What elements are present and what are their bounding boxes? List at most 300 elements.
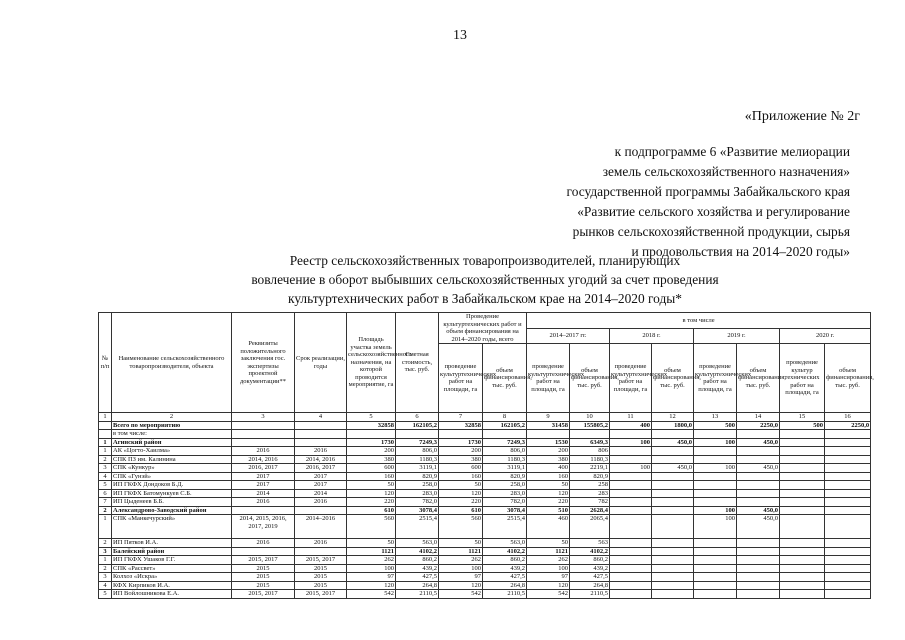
table-cell [694,573,737,582]
table-cell [610,498,652,507]
table-cell: 2016 [232,447,295,456]
header-works-area: проведение культуртехнических работ на площади, га [439,344,483,413]
table-cell: 427,5 [396,573,439,582]
table-cell [652,581,694,590]
table-cell: 1121 [347,547,396,556]
table-cell: 100 [610,438,652,447]
table-cell: 2250,0 [737,421,780,430]
table-cell [610,515,652,539]
column-number: 8 [483,413,527,422]
register-table-body [99,421,871,598]
table-cell: 262 [347,556,396,565]
table-cell [694,481,737,490]
table-cell: 160 [347,472,396,481]
table-cell: 2014–2016 [295,515,347,539]
table-cell: 820,9 [483,472,527,481]
table-cell: 97 [439,573,483,582]
table-cell [694,430,737,439]
header-p3-financing: объем финансирования, тыс. руб. [737,344,780,413]
column-number-row [99,413,871,422]
subprogram-reference [470,142,850,262]
table-cell: 2016 [295,498,347,507]
table-cell [652,556,694,565]
header-area: Площадь участка земель сельскохозяйственного назначения, на которой проводится мероприятие, га [347,313,396,413]
table-cell: 820,9 [396,472,439,481]
table-cell: 2017 [232,472,295,481]
column-number: 10 [570,413,610,422]
table-cell: ИП ГКФХ Батомункуев С.Б. [112,489,232,498]
table-cell [780,489,825,498]
table-cell: 439,2 [396,564,439,573]
table-cell: 500 [694,421,737,430]
table-cell [295,506,347,515]
table-cell [780,573,825,582]
table-cell: ИП Пятков И.А. [112,539,232,548]
table-cell [610,564,652,573]
table-cell [694,581,737,590]
table-cell [652,515,694,539]
table-cell: 1730 [439,438,483,447]
table-cell: 563,0 [483,539,527,548]
table-cell: 258,0 [483,481,527,490]
table-cell: 160 [527,472,570,481]
table-cell [825,547,871,556]
table-cell: 2017 [295,481,347,490]
table-row [99,455,871,464]
table-cell: 97 [347,573,396,582]
column-number: 3 [232,413,295,422]
table-cell: 200 [439,447,483,456]
table-cell: 610 [439,506,483,515]
table-cell [652,481,694,490]
table-cell [694,556,737,565]
table-cell: 782 [570,498,610,507]
register-table-container [98,312,874,599]
table-cell: 50 [347,481,396,490]
table-row [99,564,871,573]
table-cell [825,564,871,573]
table-cell [396,430,439,439]
table-cell: 2065,4 [570,515,610,539]
table-cell: 200 [347,447,396,456]
table-cell: 220 [347,498,396,507]
table-cell: 100 [347,564,396,573]
table-cell: 6349,3 [570,438,610,447]
table-cell: 2016 [295,539,347,548]
table-cell [780,430,825,439]
table-cell [232,506,295,515]
table-row [99,539,871,548]
register-title-line: Реестр сельскохозяйственных товаропроизводителей, планирующих [289,253,681,268]
table-cell: 155805,2 [570,421,610,430]
table-cell: 2014, 2016 [295,455,347,464]
column-number: 11 [610,413,652,422]
table-cell: 3119,1 [396,464,439,473]
table-cell: 1180,3 [483,455,527,464]
table-cell [610,481,652,490]
table-cell [780,455,825,464]
header-period-2020: 2020 г. [780,328,871,344]
table-cell: 4 [99,472,112,481]
table-cell [780,515,825,539]
table-cell [825,556,871,565]
table-cell [780,464,825,473]
table-cell [232,430,295,439]
header-p2-area: проведение культуртехнических работ на площади, га [610,344,652,413]
table-cell: ИП ГКФХ Ушаков Г.Г. [112,556,232,565]
register-title [140,251,830,308]
table-cell: 2515,4 [396,515,439,539]
table-cell [694,539,737,548]
table-cell: 7 [99,498,112,507]
table-row [99,556,871,565]
table-cell: 120 [347,489,396,498]
table-cell [610,472,652,481]
header-works-financing: объем финансирования, тыс. руб. [483,344,527,413]
table-cell [99,421,112,430]
table-cell: 32858 [347,421,396,430]
table-cell [99,430,112,439]
table-cell: 4102,2 [570,547,610,556]
table-cell: Александрово-Заводский район [112,506,232,515]
table-cell: 860,2 [483,556,527,565]
column-number: 5 [347,413,396,422]
table-cell [737,481,780,490]
table-cell: СПК «Манкечурский» [112,515,232,539]
table-cell [780,472,825,481]
table-cell: 600 [439,464,483,473]
table-cell: 283 [570,489,610,498]
header-period-2019: 2019 г. [694,328,780,344]
table-cell: КФХ Кирпиков И.А. [112,581,232,590]
column-number: 9 [527,413,570,422]
table-cell [652,564,694,573]
column-number: 13 [694,413,737,422]
table-cell: 460 [527,515,570,539]
table-cell: 2014 [232,489,295,498]
table-cell: 31458 [527,421,570,430]
table-cell [825,438,871,447]
table-cell: 7249,3 [483,438,527,447]
table-cell: ИП Войлошникова Е.А. [112,590,232,599]
table-cell [652,573,694,582]
table-cell [737,498,780,507]
table-cell: 50 [527,481,570,490]
table-cell: СПК «Гунэй» [112,472,232,481]
table-cell: 400 [527,464,570,473]
table-cell: АК «Цогто-Хаилма» [112,447,232,456]
table-cell [439,430,483,439]
column-number: 6 [396,413,439,422]
table-cell: 2015 [295,581,347,590]
table-cell: 120 [439,489,483,498]
table-cell: 1 [99,515,112,539]
table-cell: 500 [780,421,825,430]
table-cell: 806 [570,447,610,456]
table-cell: 1530 [527,438,570,447]
table-cell: 2515,4 [483,515,527,539]
table-cell: 264,8 [483,581,527,590]
table-cell: 264,8 [570,581,610,590]
table-cell: 6 [99,489,112,498]
table-cell [780,506,825,515]
table-cell [295,438,347,447]
subprogram-line: государственной программы Забайкальского края [566,184,850,199]
table-cell [232,438,295,447]
table-row [99,430,871,439]
table-row [99,498,871,507]
table-cell: 563 [570,539,610,548]
table-cell: СПК «Кункур» [112,464,232,473]
table-cell: 450,0 [737,464,780,473]
table-row [99,581,871,590]
table-cell: 100 [439,564,483,573]
table-cell [780,481,825,490]
header-works-group: Проведение культуртехнических работ и объем финансирования на 2014–2020 годы, всего [439,313,527,344]
header-num: № п/п [99,313,112,413]
table-cell [737,573,780,582]
table-cell: 258 [570,481,610,490]
header-p2-financing: объем финансирования, тыс. руб. [652,344,694,413]
table-cell [737,447,780,456]
table-cell: 2016, 2017 [295,464,347,473]
table-cell: 5 [99,590,112,599]
table-cell: СПК ПЗ им. Калинина [112,455,232,464]
header-period-2018: 2018 г. [610,328,694,344]
table-cell [652,472,694,481]
table-cell [610,539,652,548]
table-cell: 50 [439,481,483,490]
table-cell: 2110,5 [570,590,610,599]
table-cell [780,564,825,573]
table-cell: 2250,0 [825,421,871,430]
table-cell: 50 [527,539,570,548]
header-p1-financing: объем финансирования, тыс. руб. [570,344,610,413]
table-cell: 100 [694,464,737,473]
table-cell: 160 [439,472,483,481]
table-cell: 2015 [295,573,347,582]
table-cell: 3078,4 [396,506,439,515]
table-cell [652,447,694,456]
table-cell: 2015 [232,573,295,582]
table-cell: 4 [99,581,112,590]
table-cell [825,489,871,498]
table-cell [652,539,694,548]
table-cell: 4102,2 [483,547,527,556]
table-group-row [99,547,871,556]
table-cell: 100 [610,464,652,473]
header-cost: Сметная стоимость, тыс. руб. [396,313,439,413]
table-cell [737,547,780,556]
table-cell: 7249,3 [396,438,439,447]
table-cell: 120 [527,489,570,498]
table-cell: 264,8 [396,581,439,590]
table-cell [737,489,780,498]
table-cell: 450,0 [652,438,694,447]
table-cell [780,498,825,507]
table-cell [825,506,871,515]
table-cell: Агинский район [112,438,232,447]
table-cell: 262 [439,556,483,565]
header-term: Срок реализации, годы [295,313,347,413]
column-number: 7 [439,413,483,422]
table-cell: 782,0 [396,498,439,507]
subprogram-line: и продовольствия на 2014–2020 годы» [631,244,850,259]
table-cell: 120 [527,581,570,590]
table-cell: 510 [527,506,570,515]
table-cell: 2015, 2017 [295,556,347,565]
table-cell: 97 [527,573,570,582]
table-cell [295,430,347,439]
header-p4-area: проведение культур технических работ на площади, га [780,344,825,413]
table-cell [610,556,652,565]
table-cell [694,564,737,573]
table-cell: 162105,2 [396,421,439,430]
table-cell: 220 [527,498,570,507]
table-cell: 2016 [295,447,347,456]
table-cell [825,447,871,456]
table-cell [610,455,652,464]
table-cell [780,556,825,565]
register-title-line: вовлечение в оборот выбывших сельскохозяйственных угодий за счет проведения [251,272,719,287]
table-cell: Всего по мероприятию [112,421,232,430]
table-cell [610,581,652,590]
header-period-2014-2017: 2014–2017 гг. [527,328,610,344]
table-cell: 560 [347,515,396,539]
table-cell: 50 [439,539,483,548]
table-group-row [99,438,871,447]
table-cell [780,590,825,599]
table-row [99,464,871,473]
table-cell: 220 [439,498,483,507]
table-cell: 2 [99,564,112,573]
table-cell: 2628,4 [570,506,610,515]
subprogram-line: рынков сельскохозяйственной продукции, сырья [572,224,850,239]
table-cell [780,539,825,548]
header-name: Наименование сельскохозяйственного товаропроизводителя, объекта [112,313,232,413]
register-title-line: культуртехнических работ в Забайкальском крае на 2014–2020 годы* [288,291,682,306]
column-number: 14 [737,413,780,422]
register-table [98,312,874,599]
table-cell: 2014, 2016 [232,455,295,464]
table-cell: 1180,3 [570,455,610,464]
table-cell: 782,0 [483,498,527,507]
table-cell [610,489,652,498]
table-cell: 542 [527,590,570,599]
table-cell [694,447,737,456]
table-cell [825,539,871,548]
table-cell [570,430,610,439]
appendix-title: «Приложение № 2г [744,109,860,124]
page-number: 13 [453,28,467,43]
table-cell: 100 [694,506,737,515]
header-p1-area: проведение культуртехнических работ на площади, га [527,344,570,413]
table-cell [694,547,737,556]
table-cell: 380 [527,455,570,464]
table-cell: 2017 [295,472,347,481]
header-requisites: Реквизиты положительного заключения гос. экспертизы проектной документации** [232,313,295,413]
table-row [99,481,871,490]
table-row [99,489,871,498]
column-number: 12 [652,413,694,422]
table-group-row [99,421,871,430]
table-cell: 439,2 [570,564,610,573]
table-cell: 439,2 [483,564,527,573]
table-cell: 100 [694,515,737,539]
table-cell: 2219,1 [570,464,610,473]
table-cell: 2 [99,506,112,515]
table-cell [652,506,694,515]
table-cell: 2014 [295,489,347,498]
table-cell [610,573,652,582]
table-cell: 3078,4 [483,506,527,515]
table-cell [652,430,694,439]
table-cell [737,590,780,599]
table-cell: 820,9 [570,472,610,481]
table-cell [825,498,871,507]
subprogram-line: «Развитие сельского хозяйства и регулирование [577,204,850,219]
table-cell: Колхоз «Искра» [112,573,232,582]
table-cell: 2110,5 [483,590,527,599]
table-cell [737,455,780,464]
table-cell [652,489,694,498]
table-cell [610,506,652,515]
table-cell: 162105,2 [483,421,527,430]
table-cell: 1 [99,447,112,456]
table-cell: 600 [347,464,396,473]
table-cell: 2015, 2017 [232,590,295,599]
table-cell [232,547,295,556]
table-cell: 3 [99,464,112,473]
table-cell: 2110,5 [396,590,439,599]
table-cell [694,472,737,481]
table-cell: 860,2 [396,556,439,565]
table-cell: 283,0 [483,489,527,498]
subprogram-line: к подпрограмме 6 «Развитие мелиорации [614,144,850,159]
table-cell: 427,5 [483,573,527,582]
column-number: 16 [825,413,871,422]
table-cell: 1121 [527,547,570,556]
table-cell [780,547,825,556]
table-cell [652,547,694,556]
table-cell: в том числе: [112,430,232,439]
table-cell: 380 [439,455,483,464]
table-cell [347,430,396,439]
table-cell [825,455,871,464]
table-cell: 542 [439,590,483,599]
table-cell [737,581,780,590]
table-cell: 32858 [439,421,483,430]
table-cell: 450,0 [737,506,780,515]
table-cell: 610 [347,506,396,515]
table-cell: 100 [694,438,737,447]
table-cell: 50 [347,539,396,548]
table-cell: 542 [347,590,396,599]
table-cell: 120 [347,581,396,590]
table-cell: 2015 [232,564,295,573]
table-cell: 2015, 2017 [295,590,347,599]
table-cell [825,430,871,439]
table-cell [737,564,780,573]
table-cell: 450,0 [737,515,780,539]
column-number: 2 [112,413,232,422]
table-cell: 1 [99,556,112,565]
table-cell: 2014, 2015, 2016, 2017, 2019 [232,515,295,539]
table-cell: 1180,3 [396,455,439,464]
table-row [99,515,871,539]
table-row [99,447,871,456]
table-cell [825,573,871,582]
